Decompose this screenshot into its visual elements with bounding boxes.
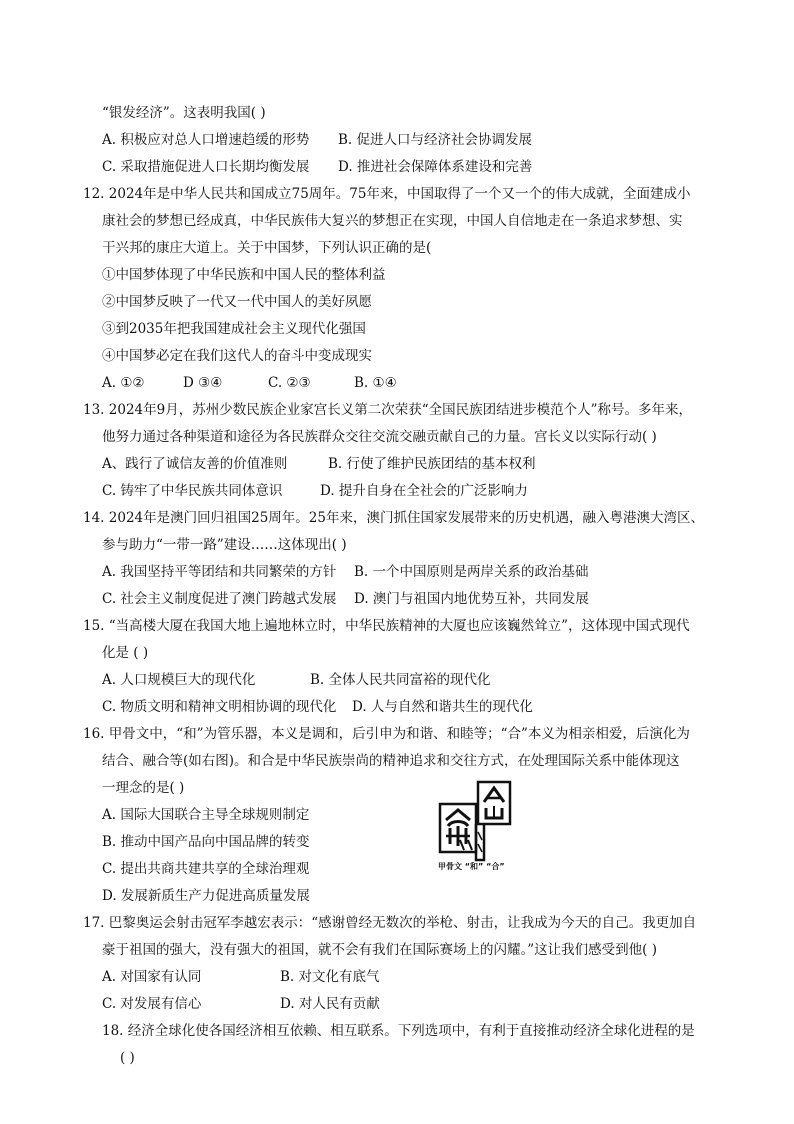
q15-option-b: B. 全体人民共同富裕的现代化 [310, 672, 491, 688]
q14-option-d: D. 澳门与祖国内地优势互补，共同发展 [354, 591, 589, 607]
q14-stem-line-1: 14. 2024年是澳门回归祖国25周年。25年来，澳门抓住国家发展带来的历史机遇，融入粤港澳大湾区、 [83, 510, 704, 526]
q11-option-a: A. 积极应对总人口增速趋缓的形势 [102, 132, 310, 148]
q11-option-c: C. 采取措施促进人口长期均衡发展 [102, 159, 310, 175]
q18-stem-line-1: 18. 经济全球化使各国经济相互依赖、相互联系。下列选项中，有利于直接推动经济全球化进程的是 [102, 1023, 695, 1039]
q12-item-2: ②中国梦反映了一代又一代中国人的美好夙愿 [102, 294, 372, 310]
q12-stem-line-1: 12. 2024年是中华人民共和国成立75周年。75年来，中国取得了一个又一个的伟大成就，全面建成小 [83, 186, 691, 202]
q15-stem-line-2: 化是 ( ) [102, 645, 149, 661]
q12-item-4: ④中国梦必定在我们这代人的奋斗中变成现实 [102, 348, 372, 364]
q13-stem-line-1: 13. 2024年9月，苏州少数民族企业家宫长义第二次荣获“全国民族团结进步模范个人”称号。多年来， [83, 402, 693, 418]
q15-stem-line-1: 15. “当高楼大厦在我国大地上遍地林立时，中华民族精神的大厦也应该巍然耸立”，这体现中国式现代 [83, 618, 690, 634]
q15-option-c: C. 物质文明和精神文明相协调的现代化 [102, 699, 337, 715]
q15-option-a: A. 人口规模巨大的现代化 [102, 672, 256, 688]
q17-option-b: B. 对文化有底气 [280, 969, 380, 985]
q16-stem-line-1: 16. 甲骨文中，“和”为管乐器，本义是调和，后引申为和谐、和睦等；“合”本义为相亲相爱，后演化为 [83, 726, 690, 742]
q14-option-a: A. 我国坚持平等团结和共同繁荣的方针 [102, 564, 337, 580]
q14-option-b: B. 一个中国原则是两岸关系的政治基础 [354, 564, 589, 580]
q11-stem-tail: “银发经济”。这表明我国( ) [102, 105, 266, 121]
q18-stem-line-2: ( ) [120, 1050, 135, 1066]
q16-stem-line-3: 一理念的是( ) [102, 780, 185, 796]
q17-option-a: A. 对国家有认同 [102, 969, 202, 985]
q13-stem-line-2: 他努力通过各种渠道和途径为各民族群众交往交流交融贡献自己的力量。宫长义以实际行动( ) [102, 429, 657, 445]
q11-option-b: B. 促进人口与经济社会协调发展 [338, 132, 533, 148]
q12-stem-line-2: 康社会的梦想已经成真，中华民族伟大复兴的梦想正在实现，中国人自信地走在一条追求梦想、实 [102, 213, 683, 229]
q17-stem-line-1: 17. 巴黎奥运会射击冠军李越宏表示：“感谢曾经无数次的举枪、射击，让我成为今天的自己。我更加自 [83, 915, 697, 931]
q11-option-d: D. 推进社会保障体系建设和完善 [338, 159, 533, 175]
q17-option-c: C. 对发展有信心 [102, 996, 202, 1012]
q16-option-a: A. 国际大国联合主导全球规则制定 [102, 807, 310, 823]
figure-caption: 甲骨文 “和” “合” [438, 862, 505, 871]
q17-stem-line-2: 豪于祖国的强大，没有强大的祖国，就不会有我们在国际赛场上的闪耀。”这让我们感受到他( ) [102, 942, 657, 958]
q15-option-d: D. 人与自然和谐共生的现代化 [352, 699, 533, 715]
q16-option-b: B. 推动中国产品向中国品牌的转变 [102, 834, 310, 850]
q13-option-b: B. 行使了维护民族团结的基本权利 [328, 456, 536, 472]
q12-item-1: ①中国梦体现了中华民族和中国人民的整体利益 [102, 267, 386, 283]
q14-stem-line-2: 参与助力“一带一路”建设……这体现出( ) [102, 537, 347, 553]
q14-option-c: C. 社会主义制度促进了澳门跨越式发展 [102, 591, 337, 607]
q13-option-c: C. 铸牢了中华民族共同体意识 [102, 483, 283, 499]
q12-option-b: B. ①④ [354, 375, 397, 391]
q16-stem-line-2: 结合、融合等(如右图)。和合是中华民族崇尚的精神追求和交往方式，在处理国际关系中能体现这 [102, 753, 680, 769]
q12-option-a: A. ①② [102, 375, 145, 391]
q16-option-c: C. 提出共商共建共享的全球治理观 [102, 861, 310, 877]
q13-option-d: D. 提升自身在全社会的广泛影响力 [320, 483, 528, 499]
q12-option-d: D ③④ [183, 375, 223, 391]
q16-option-d: D. 发展新质生产力促进高质量发展 [102, 888, 310, 904]
q17-option-d: D. 对人民有贡献 [280, 996, 380, 1012]
q12-item-3: ③到2035年把我国建成社会主义现代化强国 [102, 321, 366, 337]
q12-option-c: C. ②③ [268, 375, 311, 391]
q12-stem-line-3: 干兴邦的康庄大道上。关于中国梦，下列认识正确的是( [102, 240, 432, 256]
q13-option-a: A、践行了诚信友善的价值准则 [102, 456, 288, 472]
